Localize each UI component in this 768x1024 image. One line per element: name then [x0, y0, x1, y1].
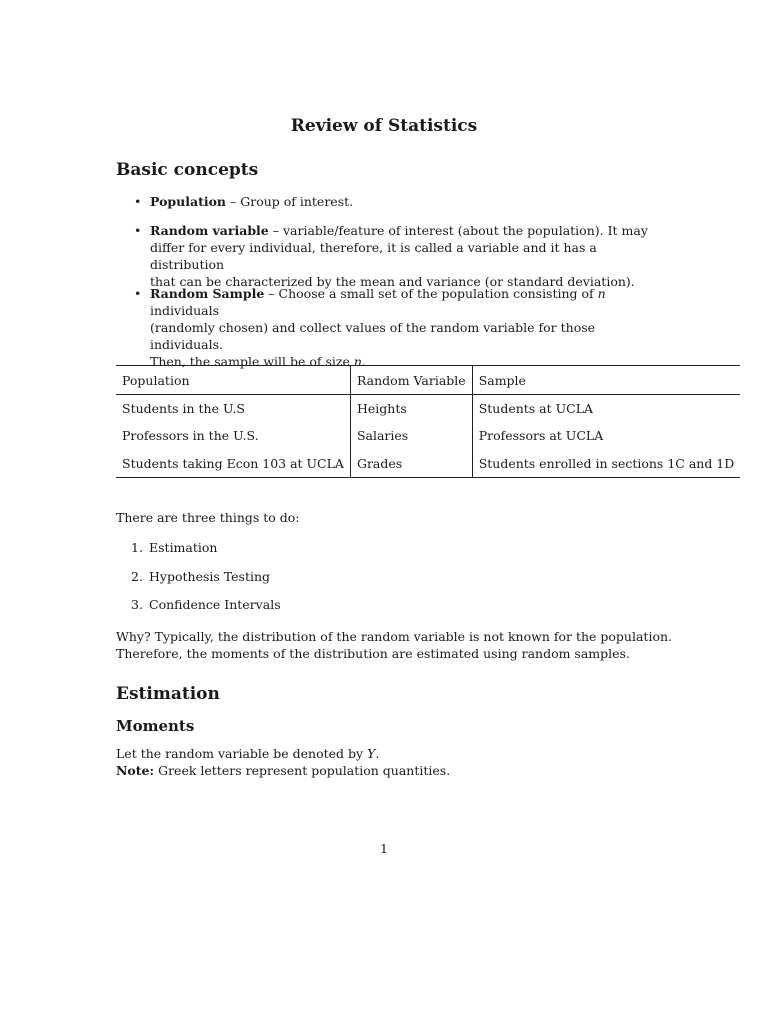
list-item-confidence-intervals: Confidence Intervals: [149, 597, 281, 612]
definition-line: .: [361, 354, 366, 369]
table-cell: Professors in the U.S.: [116, 422, 350, 450]
bullet-marker: •: [134, 223, 142, 238]
note-label: Note:: [116, 763, 155, 778]
math-variable: n: [353, 354, 362, 369]
definition-line: individuals: [150, 303, 220, 318]
note-text: Greek letters represent population quantities.: [154, 763, 451, 778]
list-number: 3.: [131, 597, 143, 612]
list-item-estimation: Estimation: [149, 540, 218, 555]
section-heading-estimation: Estimation: [116, 684, 220, 704]
paragraph-line: Why? Typically, the distribution of the random variable is not known for the population.: [116, 629, 672, 644]
moments-paragraph: [116, 745, 656, 779]
paragraph-line: Therefore, the moments of the distribution are estimated using random samples.: [116, 646, 630, 661]
column-header-random-variable: Random Variable: [350, 366, 472, 395]
table-cell: Students in the U.S: [116, 395, 350, 423]
paragraph-text: Let the random variable be denoted by: [116, 746, 368, 761]
why-paragraph: [116, 628, 676, 662]
definition-population: – Group of interest.: [226, 194, 354, 209]
bullet-marker: •: [134, 194, 142, 209]
term-random-variable: Random variable: [150, 223, 269, 238]
column-header-sample: Sample: [472, 366, 740, 395]
examples-table: [116, 365, 740, 478]
table-cell: Students at UCLA: [478, 401, 594, 416]
section-heading-basic-concepts: Basic concepts: [116, 160, 259, 180]
bullet-random-sample: [150, 285, 655, 370]
page-number: 1: [380, 841, 388, 856]
document-title: Review of Statistics: [290, 116, 478, 136]
paragraph-text: .: [375, 746, 380, 761]
column-header-population: Population: [116, 366, 350, 395]
table-header-row: [116, 366, 740, 395]
table-row: [116, 422, 740, 450]
definition-line: – variable/feature of interest (about the population). It may: [268, 223, 648, 238]
math-variable: Y: [367, 746, 376, 761]
math-variable: n: [597, 286, 606, 301]
list-item-hypothesis-testing: Hypothesis Testing: [149, 569, 271, 584]
definition-line: (randomly chosen) and collect values of the random variable for those individuals.: [150, 320, 596, 352]
bullet-population: [150, 193, 655, 210]
bullet-marker: •: [134, 286, 142, 301]
definition-line: Then, the sample will be of size: [150, 354, 354, 369]
subsection-heading-moments: Moments: [116, 717, 195, 735]
definition-line: that can be characterized by the mean and variance (or standard deviation).: [150, 274, 635, 289]
table-cell: Salaries: [350, 422, 472, 450]
bullet-random-variable: [150, 222, 655, 290]
table-cell: Heights: [350, 395, 472, 423]
table-cell: Professors at UCLA: [478, 428, 604, 444]
list-number: 1.: [131, 540, 143, 555]
list-number: 2.: [131, 569, 143, 584]
three-things-intro: There are three things to do:: [116, 510, 300, 525]
term-random-sample: Random Sample: [150, 286, 265, 301]
term-population: Population: [150, 194, 227, 209]
definition-line: differ for every individual, therefore, it is called a variable and it has a distribution: [150, 240, 597, 272]
table-cell: Students taking Econ 103 at UCLA: [116, 450, 350, 478]
table-cell: Students enrolled in sections 1C and 1D: [472, 450, 740, 478]
definition-line: – Choose a small set of the population consisting of: [264, 286, 598, 301]
table-row: [116, 450, 740, 478]
table-row: [116, 395, 740, 423]
table-cell: Grades: [350, 450, 472, 478]
